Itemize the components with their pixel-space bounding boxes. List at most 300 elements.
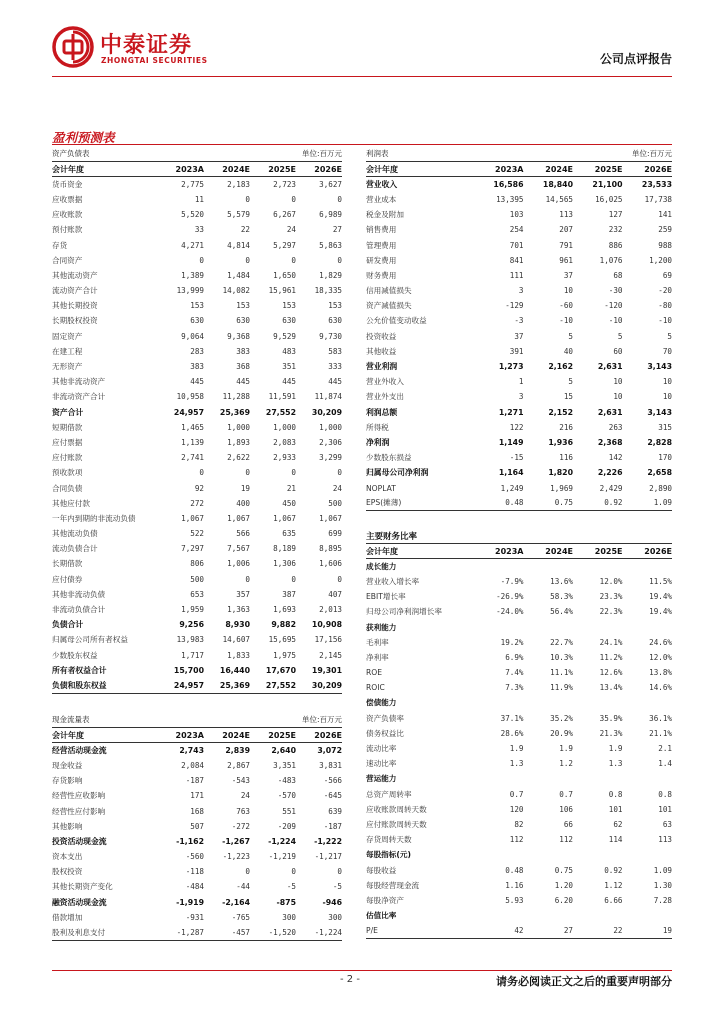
row-label: 非流动负债合计 (52, 605, 106, 615)
column-header-label: 会计年度 (52, 728, 158, 743)
cell-value: 10.3% (550, 652, 573, 662)
column-header-year: 2024E (524, 544, 574, 559)
cell-value: 207 (559, 225, 573, 235)
cell-value: 27 (332, 225, 342, 235)
cell-value: 566 (236, 529, 250, 539)
cell-value: 1.9 (559, 744, 573, 754)
cell-value: 300 (328, 912, 342, 922)
table-row (366, 268, 672, 283)
cell-value: 153 (236, 301, 250, 311)
table-row (52, 663, 342, 678)
cell-value: 1,139 (181, 437, 204, 447)
table-row (52, 253, 342, 268)
table-row (52, 298, 342, 313)
cell-value: 1,076 (599, 255, 623, 265)
cell-value: -5 (332, 882, 342, 892)
table-row (366, 619, 672, 634)
cell-value: 3,627 (319, 180, 342, 190)
cell-value: 21.3% (599, 728, 623, 738)
table-row (366, 405, 672, 420)
cell-value: 2,775 (181, 180, 204, 190)
table-row (366, 496, 672, 511)
row-label: 获利能力 (366, 622, 397, 632)
cell-value: 2,828 (647, 437, 672, 447)
cell-value (474, 908, 524, 923)
cell-value: 886 (608, 240, 623, 250)
cell-value: 3,831 (319, 760, 342, 770)
cell-value: 106 (559, 804, 573, 814)
cell-value: 11 (194, 194, 204, 204)
cell-value: 5,297 (273, 240, 296, 250)
row-label: NOPLAT (366, 483, 396, 493)
table-row (366, 695, 672, 710)
cell-value: 153 (328, 301, 342, 311)
cell-value: 630 (328, 316, 342, 326)
cell-value: 1.9 (509, 744, 524, 754)
cell-value: -44 (236, 882, 250, 892)
cell-value (623, 619, 673, 634)
table-row (52, 834, 342, 849)
cell-value: -60 (559, 301, 573, 311)
cell-value: 1.20 (554, 880, 573, 890)
cell-value (524, 559, 574, 574)
cell-value: 1,149 (498, 437, 524, 447)
table-row (52, 572, 342, 587)
row-label: 归属母公司所有者权益 (52, 635, 128, 645)
row-label: 现金收益 (52, 760, 83, 770)
cell-value: 5,579 (227, 210, 250, 220)
cell-value: 116 (559, 453, 573, 463)
row-label: 少数股东损益 (366, 453, 412, 463)
cell-value: 170 (658, 453, 672, 463)
cell-value: 0 (291, 468, 296, 478)
cell-value: -3 (514, 316, 524, 326)
cell-value: 841 (509, 255, 524, 265)
cell-value (573, 908, 623, 923)
cell-value: 13.4% (599, 683, 623, 693)
cell-value: 1,067 (181, 513, 204, 523)
cell-value: 9,064 (181, 331, 204, 341)
row-label: 应收账款周转天数 (366, 804, 427, 814)
cell-value: 5 (568, 377, 573, 387)
cell-value: -875 (276, 897, 296, 907)
cell-value: 1,389 (181, 270, 204, 280)
table-row (366, 604, 672, 619)
cell-value: 19.2% (500, 637, 524, 647)
header-divider (52, 76, 672, 77)
cell-value: 23.3% (599, 592, 623, 602)
row-label: 公允价值变动收益 (366, 316, 427, 326)
cell-value: 272 (190, 498, 204, 508)
table-row (52, 329, 342, 344)
cell-value: 19.4% (649, 607, 672, 617)
column-header-year: 2026E (296, 162, 342, 177)
table-row (52, 480, 342, 495)
table-row (366, 847, 672, 862)
row-label: 流动比率 (366, 744, 397, 754)
cell-value: 391 (509, 346, 524, 356)
cell-value: -187 (185, 776, 204, 786)
table-row (366, 435, 672, 450)
table-row (366, 283, 672, 298)
income-statement-unit: 单位:百万元 (631, 149, 672, 158)
table-row (52, 541, 342, 556)
cell-value: 10 (662, 377, 672, 387)
cell-value: 22.3% (599, 607, 623, 617)
row-label: 估值比率 (366, 911, 397, 921)
cell-value: 0.7 (559, 789, 573, 799)
cell-value: 1,693 (273, 605, 296, 615)
cell-value: -457 (204, 925, 250, 940)
cell-value (623, 908, 673, 923)
cell-value: 1,829 (319, 270, 342, 280)
cell-value: -1,287 (158, 925, 204, 940)
cell-value: 16,025 (595, 194, 623, 204)
row-label: 管理费用 (366, 240, 397, 250)
cell-value: 22 (240, 225, 250, 235)
cell-value: 1.09 (623, 496, 673, 511)
row-label: 负债合计 (52, 620, 84, 630)
cell-value: 1,650 (273, 270, 296, 280)
cell-value: 11,874 (314, 392, 342, 402)
table-row (52, 587, 342, 602)
cell-value: 7.28 (653, 895, 672, 905)
cell-value: 13,983 (176, 635, 204, 645)
cell-value: 1,465 (181, 422, 204, 432)
financial-ratios-table (366, 543, 672, 939)
cell-value: 1,893 (227, 437, 250, 447)
cell-value: -560 (185, 852, 204, 862)
cell-value: 2,306 (319, 437, 342, 447)
row-label: 毛利率 (366, 637, 389, 647)
table-row (52, 207, 342, 222)
row-label: 营业利润 (366, 362, 398, 372)
cell-value: -1,217 (314, 852, 342, 862)
cell-value: 806 (190, 559, 204, 569)
cell-value (524, 771, 574, 786)
row-label: 营运能力 (366, 774, 397, 784)
cell-value: 21.1% (649, 728, 672, 738)
income-statement-header (366, 145, 672, 161)
cell-value: 103 (509, 210, 524, 220)
cell-value: 2,839 (225, 746, 250, 756)
table-row (52, 389, 342, 404)
cell-value: 14.6% (649, 683, 672, 693)
cell-value: 1.3 (509, 759, 524, 769)
cell-value: 19.4% (649, 592, 672, 602)
cell-value: 37 (563, 270, 573, 280)
row-label: 归母公司净利润增长率 (366, 607, 442, 617)
cell-value: -645 (323, 791, 342, 801)
cell-value: 1,000 (273, 422, 296, 432)
cell-value: 283 (190, 346, 204, 356)
cell-value: 10,908 (311, 620, 342, 630)
cell-value: 630 (190, 316, 204, 326)
cell-value: 0.8 (658, 789, 672, 799)
row-label: 应付债券 (52, 574, 83, 584)
column-header-year: 2023A (474, 162, 524, 177)
table-row (366, 802, 672, 817)
column-header-year: 2023A (158, 728, 204, 743)
cell-value: 21,100 (592, 180, 623, 190)
row-label: 应付账款周转天数 (366, 819, 427, 829)
cell-value: -1,222 (314, 836, 342, 846)
cell-value: 56.4% (550, 607, 573, 617)
cell-value: 6,267 (273, 210, 296, 220)
cell-value: 18,335 (314, 286, 342, 296)
column-header-label: 会计年度 (366, 162, 474, 177)
cell-value: 0 (291, 574, 296, 584)
cell-value: 961 (559, 255, 573, 265)
cell-value: 2,631 (597, 362, 623, 372)
cell-value: 450 (282, 498, 296, 508)
cell-value (524, 908, 574, 923)
cell-value: -5 (286, 882, 296, 892)
company-logo (52, 24, 232, 74)
cell-value: -570 (277, 791, 296, 801)
cell-value: -10 (559, 316, 573, 326)
row-label: 其他长期资产变化 (52, 882, 113, 892)
table-row (366, 862, 672, 877)
cell-value: 1,067 (319, 513, 342, 523)
table-row (52, 556, 342, 571)
cell-value: -2,164 (222, 897, 250, 907)
cell-value: 20.9% (550, 728, 573, 738)
cell-value: 1,363 (227, 605, 250, 615)
cell-value: 1.16 (505, 880, 524, 890)
cell-value: -1,267 (222, 836, 250, 846)
cell-value: 17,738 (644, 194, 672, 204)
cell-value: 351 (282, 362, 296, 372)
section-title: 盈利预测表 (52, 130, 115, 145)
row-label: 资产减值损失 (366, 301, 412, 311)
cell-value: 2,658 (647, 468, 672, 478)
row-label: 销售费用 (366, 225, 397, 235)
cell-value: 1,271 (498, 407, 524, 417)
cell-value: -566 (323, 776, 342, 786)
cell-value: 13,395 (496, 194, 524, 204)
cell-value: -30 (608, 286, 623, 296)
cell-value: 28.6% (500, 728, 524, 738)
cell-value: 1.2 (559, 759, 573, 769)
cell-value: 445 (236, 377, 250, 387)
cell-value (524, 619, 574, 634)
cell-value: 25,369 (204, 678, 250, 693)
cell-value (474, 847, 524, 862)
cell-value: 232 (608, 225, 623, 235)
cell-value: 0.75 (554, 865, 573, 875)
cell-value: 22 (573, 923, 623, 938)
table-row (52, 496, 342, 511)
cell-value: -483 (277, 776, 296, 786)
cell-value: 24,957 (158, 678, 204, 693)
cell-value: 15,695 (268, 635, 296, 645)
row-label: 长期股权投资 (52, 316, 98, 326)
row-label: 资产合计 (52, 407, 84, 417)
cell-value: -26.9% (496, 592, 524, 602)
row-label: 所有者权益合计 (52, 665, 107, 675)
row-label: 流动资产合计 (52, 286, 98, 296)
cell-value (474, 695, 524, 710)
table-row (366, 344, 672, 359)
cell-value: 8,930 (225, 620, 250, 630)
table-row (52, 678, 342, 693)
cell-value: 0.92 (573, 496, 623, 511)
cell-value: 24.1% (599, 637, 623, 647)
cash-flow-statement (52, 711, 342, 941)
row-label: 融资活动现金流 (52, 897, 107, 907)
row-label: P/E (366, 923, 474, 938)
table-row (52, 895, 342, 910)
cell-value: 82 (514, 819, 524, 829)
cell-value: 357 (236, 589, 250, 599)
cell-value: 6.9% (505, 652, 524, 662)
cell-value: 142 (608, 453, 623, 463)
cell-value: 400 (236, 498, 250, 508)
cell-value: 19,301 (311, 665, 342, 675)
row-label: 每股经营现金流 (366, 880, 420, 890)
cell-value: 635 (282, 529, 296, 539)
row-label: 净利润 (366, 437, 390, 447)
table-row (52, 313, 342, 328)
cell-value: 1,833 (227, 650, 250, 660)
table-row (52, 374, 342, 389)
cell-value: 16,586 (493, 180, 524, 190)
table-row (366, 832, 672, 847)
row-label: 营业收入增长率 (366, 576, 420, 586)
cell-value: 315 (658, 422, 672, 432)
row-label: 应收账款 (52, 210, 83, 220)
table-row (366, 771, 672, 786)
cell-value: -1,919 (176, 897, 204, 907)
cell-value: 3,143 (647, 407, 672, 417)
cell-value: 10 (563, 286, 573, 296)
table-row (52, 268, 342, 283)
cell-value (573, 847, 623, 862)
cell-value: 9,882 (271, 620, 296, 630)
cell-value: 27 (524, 923, 574, 938)
cell-value: 1,306 (273, 559, 296, 569)
cell-value: 16,440 (219, 665, 250, 675)
cell-value: 35.2% (550, 713, 573, 723)
row-label: 存货 (52, 240, 68, 250)
financial-ratios-header (366, 527, 672, 543)
cell-value: 8,895 (319, 544, 342, 554)
table-row (52, 910, 342, 925)
table-row (52, 359, 342, 374)
cell-value: 2,622 (227, 453, 250, 463)
cell-value: 12.6% (599, 668, 623, 678)
table-row (366, 298, 672, 313)
cell-value: -1,224 (268, 836, 296, 846)
row-label: 偿债能力 (366, 698, 397, 708)
row-label: 营业收入 (366, 180, 398, 190)
table-row (52, 283, 342, 298)
cell-value: 1 (518, 377, 524, 387)
cell-value: 630 (282, 316, 296, 326)
table-row (366, 923, 672, 938)
row-label: 财务费用 (366, 270, 397, 280)
row-label: 无形资产 (52, 362, 83, 372)
row-label: 应收票据 (52, 194, 83, 204)
cell-value: 27,552 (250, 678, 296, 693)
cell-value: 9,730 (319, 331, 342, 341)
table-row (366, 253, 672, 268)
row-label: 其他非流动负债 (52, 589, 106, 599)
cell-value: 763 (236, 806, 250, 816)
cell-value: -946 (322, 897, 342, 907)
table-row (366, 893, 672, 908)
table-header-row (52, 728, 342, 743)
column-header-year: 2025E (573, 544, 623, 559)
cell-value: -209 (277, 821, 296, 831)
row-label: 其他非流动资产 (52, 377, 106, 387)
column-header-label: 会计年度 (52, 162, 158, 177)
cell-value: 5 (568, 331, 573, 341)
table-row (52, 925, 342, 940)
cell-value: 37 (514, 331, 524, 341)
table-row (52, 819, 342, 834)
cell-value: 2,429 (599, 483, 623, 493)
cell-value: 3,143 (647, 362, 672, 372)
cell-value (623, 847, 673, 862)
table-row (366, 680, 672, 695)
cell-value: 0 (245, 867, 250, 877)
row-label: 其他流动资产 (52, 270, 98, 280)
row-label: 应付账款 (52, 453, 83, 463)
table-row (52, 435, 342, 450)
row-label: 长期借款 (52, 559, 83, 569)
row-label: 债务权益比 (366, 728, 404, 738)
cell-value (573, 619, 623, 634)
column-header-year: 2024E (204, 162, 250, 177)
cell-value: 259 (658, 225, 672, 235)
page-number: - 2 - (340, 974, 360, 985)
cell-value: 40 (563, 346, 573, 356)
cell-value: 10 (613, 392, 623, 402)
cell-value: 1.4 (658, 759, 672, 769)
row-label: 固定资产 (52, 331, 83, 341)
cell-value: 1,000 (319, 422, 342, 432)
cell-value: 63 (662, 819, 672, 829)
cell-value: 11,591 (268, 392, 296, 402)
cell-value: 6,989 (319, 210, 342, 220)
row-label: 总资产周转率 (366, 789, 412, 799)
cell-value: 112 (559, 835, 573, 845)
cell-value: 1,820 (548, 468, 573, 478)
cell-value: 383 (236, 346, 250, 356)
row-label: EPS(摊薄) (366, 496, 474, 511)
cash-flow-table (52, 727, 342, 941)
cell-value: 1,484 (227, 270, 250, 280)
cell-value: 368 (236, 362, 250, 372)
table-row (366, 589, 672, 604)
row-label: 非流动资产合计 (52, 392, 106, 402)
cell-value: 2,741 (181, 453, 204, 463)
cell-value: 0 (337, 194, 342, 204)
table-row (52, 222, 342, 237)
cell-value: 60 (613, 346, 623, 356)
table-row (366, 192, 672, 207)
cell-value: 1,067 (273, 513, 296, 523)
table-row (52, 177, 342, 192)
cell-value: -1,223 (222, 852, 250, 862)
row-label: 其他流动负债 (52, 529, 98, 539)
cell-value: 37.1% (500, 713, 524, 723)
row-label: 经营性应收影响 (52, 791, 106, 801)
row-label: 其他影响 (52, 821, 83, 831)
table-row (366, 635, 672, 650)
